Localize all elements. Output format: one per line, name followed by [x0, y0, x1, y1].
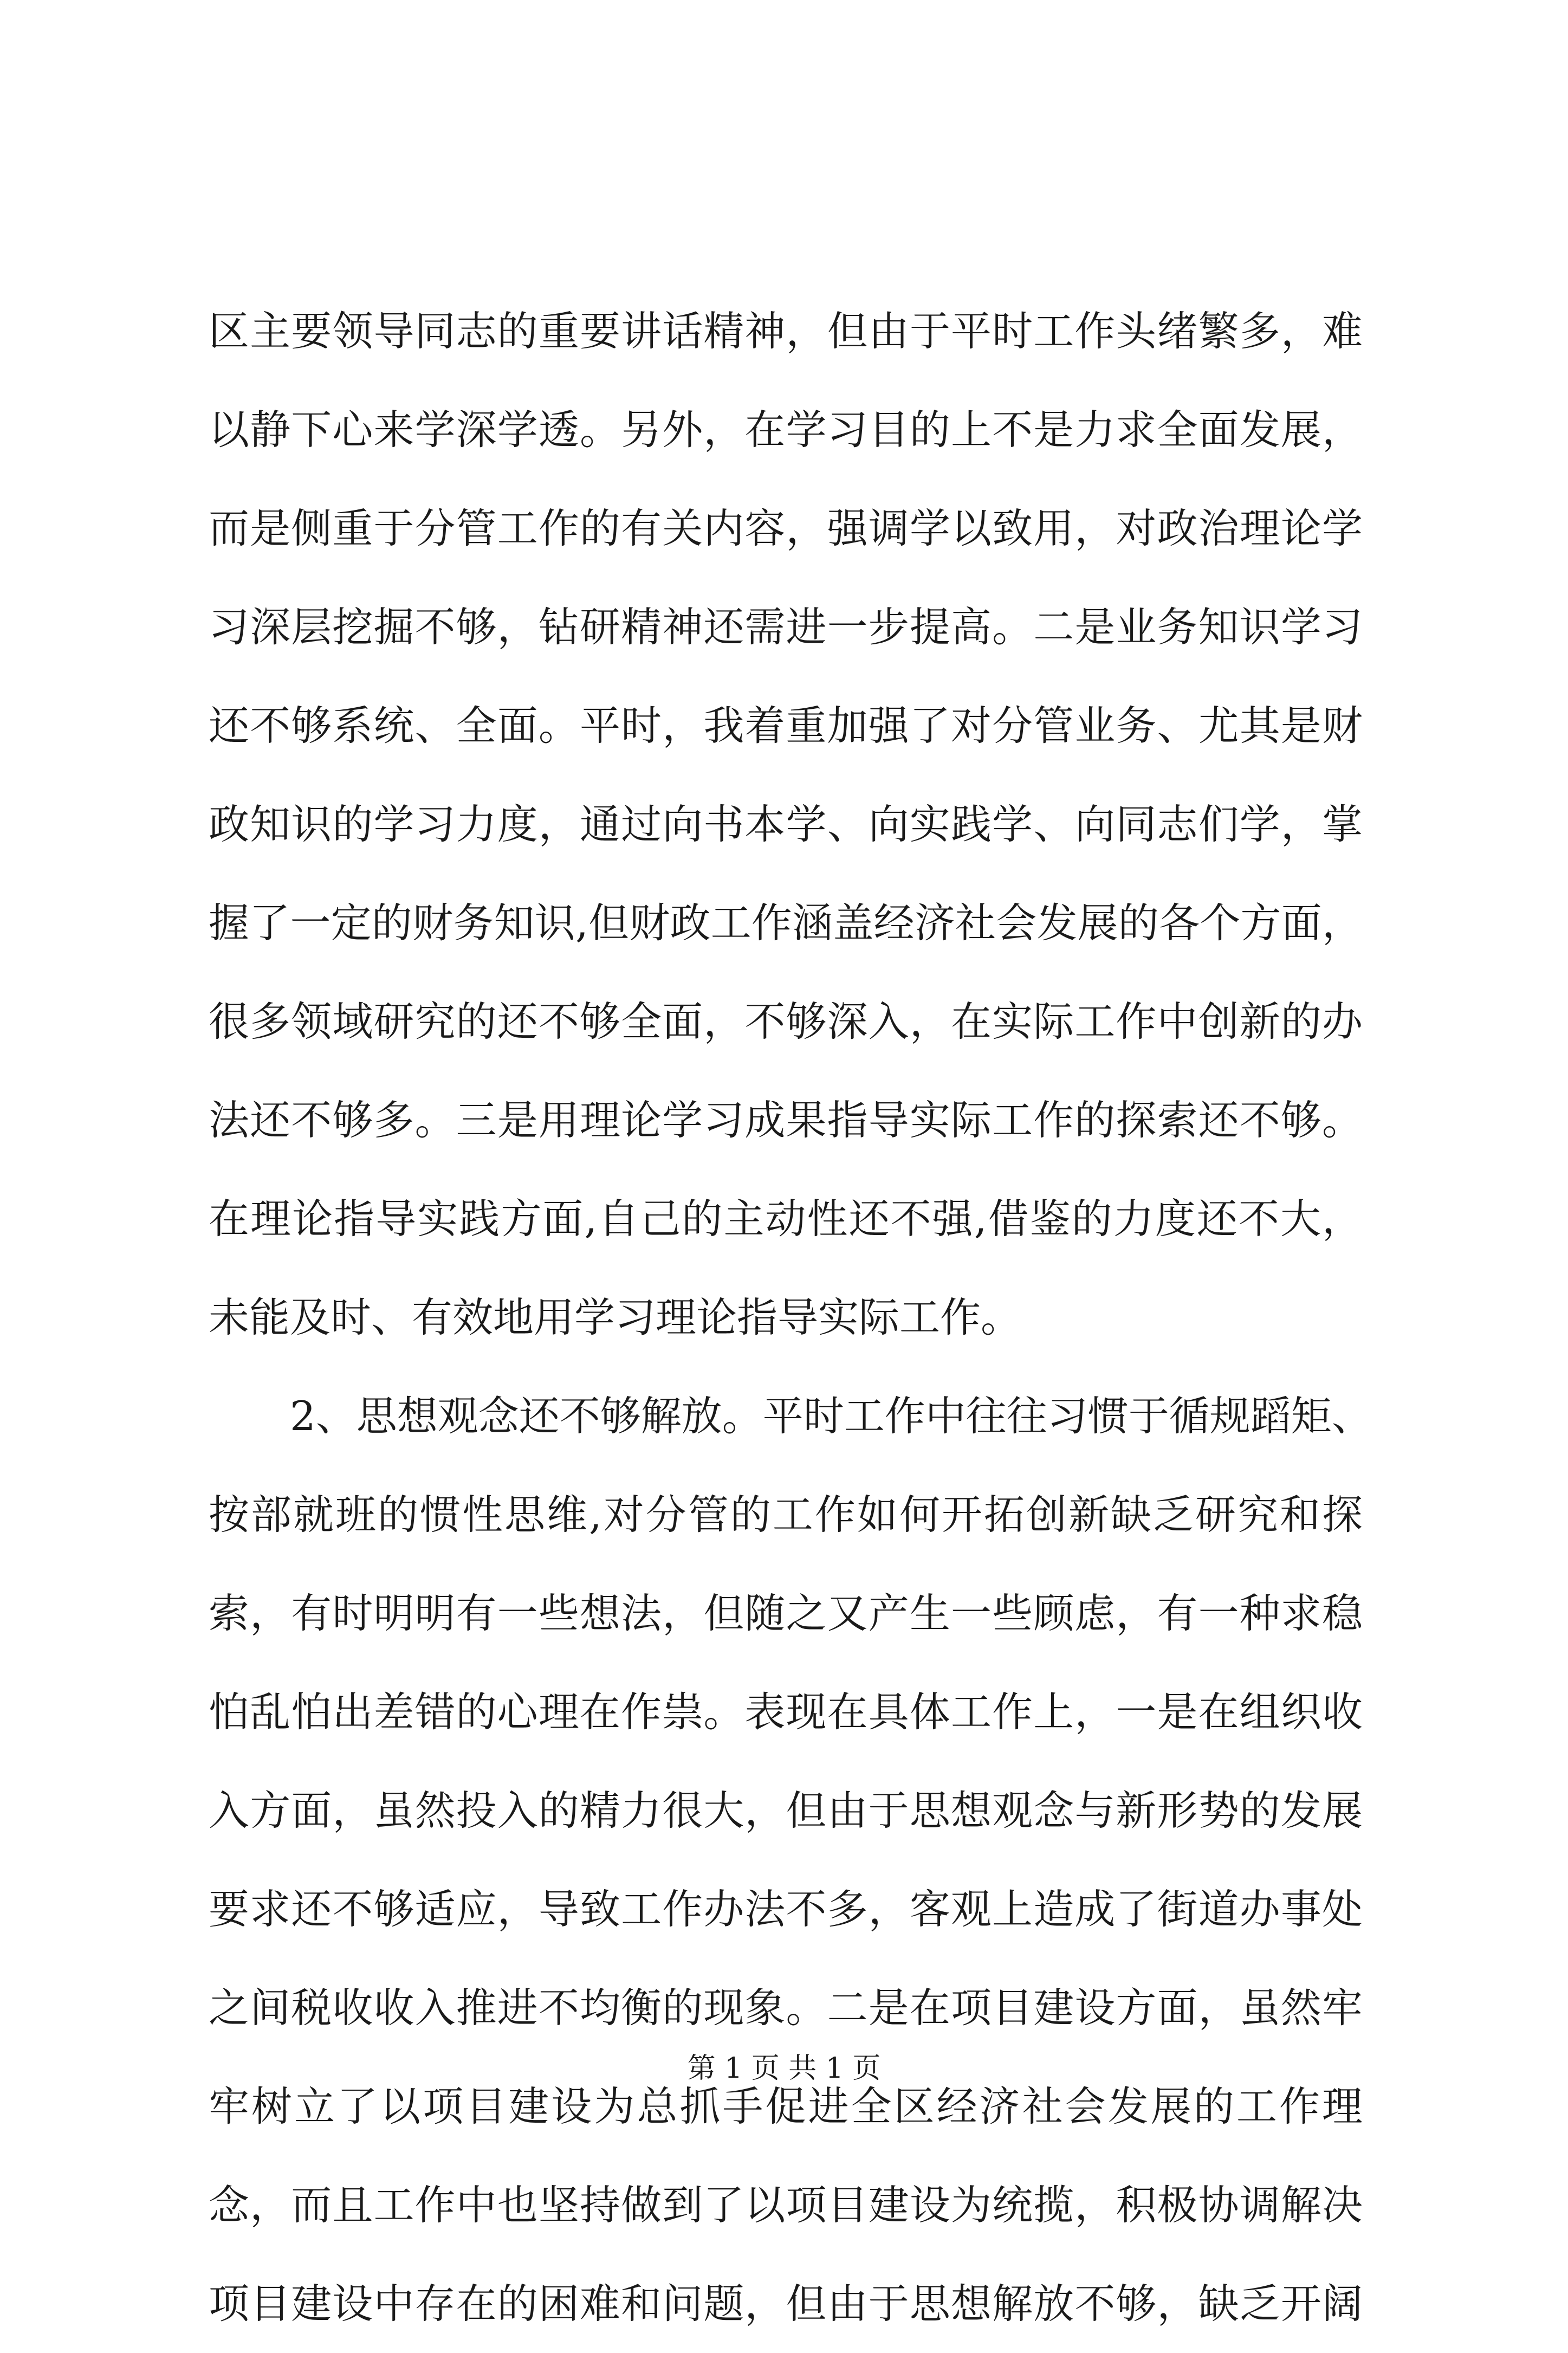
text-line: 政知识的学习力度，通过向书本学、向实践学、向同志们学，掌 — [209, 800, 1363, 848]
text-line: 索，有时明明有一些想法，但随之又产生一些顾虑，有一种求稳 — [209, 1589, 1363, 1637]
page-number-label: 第 1 页 共 1 页 — [687, 2052, 881, 2085]
text-line: 按部就班的惯性思维,对分管的工作如何开拓创新缺乏研究和探 — [209, 1491, 1363, 1538]
text-line: 之间税收收入推进不均衡的现象。二是在项目建设方面，虽然牢 — [209, 1984, 1363, 2032]
text-line: 牢树立了以项目建设为总抓手促进全区经济社会发展的工作理 — [209, 2083, 1363, 2130]
text-line: 很多领域研究的还不够全面，不够深入，在实际工作中创新的办 — [209, 998, 1363, 1045]
text-line: 项目建设中存在的困难和问题，但由于思想解放不够，缺乏开阔 — [209, 2280, 1363, 2328]
text-line: 法还不够多。三是用理论学习成果指导实际工作的探索还不够。 — [209, 1096, 1363, 1144]
text-line: 入方面，虽然投入的精力很大，但由于思想观念与新形势的发展 — [209, 1787, 1363, 1834]
paragraph-end-line: 未能及时、有效地用学习理论指导实际工作。 — [209, 1294, 1022, 1341]
text-line: 还不够系统、全面。平时，我着重加强了对分管业务、尤其是财 — [209, 702, 1363, 749]
text-line: 念，而且工作中也坚持做到了以项目建设为统揽，积极协调解决 — [209, 2181, 1363, 2229]
text-line: 区主要领导同志的重要讲话精神，但由于平时工作头绪繁多，难 — [209, 307, 1363, 355]
page-footer — [0, 2050, 1568, 2087]
text-line: 要求还不够适应，导致工作办法不多，客观上造成了街道办事处 — [209, 1885, 1363, 1933]
paragraph-start-line: 2、思想观念还不够解放。平时工作中往往习惯于循规蹈矩、 — [290, 1392, 1372, 1440]
text-line: 而是侧重于分管工作的有关内容，强调学以致用，对政治理论学 — [209, 505, 1363, 552]
document-body — [209, 282, 1372, 2353]
text-line: 在理论指导实践方面,自己的主动性还不强,借鉴的力度还不大， — [209, 1195, 1363, 1243]
text-line: 以静下心来学深学透。另外，在学习目的上不是力求全面发展， — [209, 406, 1363, 454]
text-line: 怕乱怕出差错的心理在作祟。表现在具体工作上，一是在组织收 — [209, 1688, 1363, 1736]
text-line: 握了一定的财务知识,但财政工作涵盖经济社会发展的各个方面， — [209, 899, 1363, 947]
text-line: 习深层挖掘不够，钻研精神还需进一步提高。二是业务知识学习 — [209, 603, 1363, 651]
